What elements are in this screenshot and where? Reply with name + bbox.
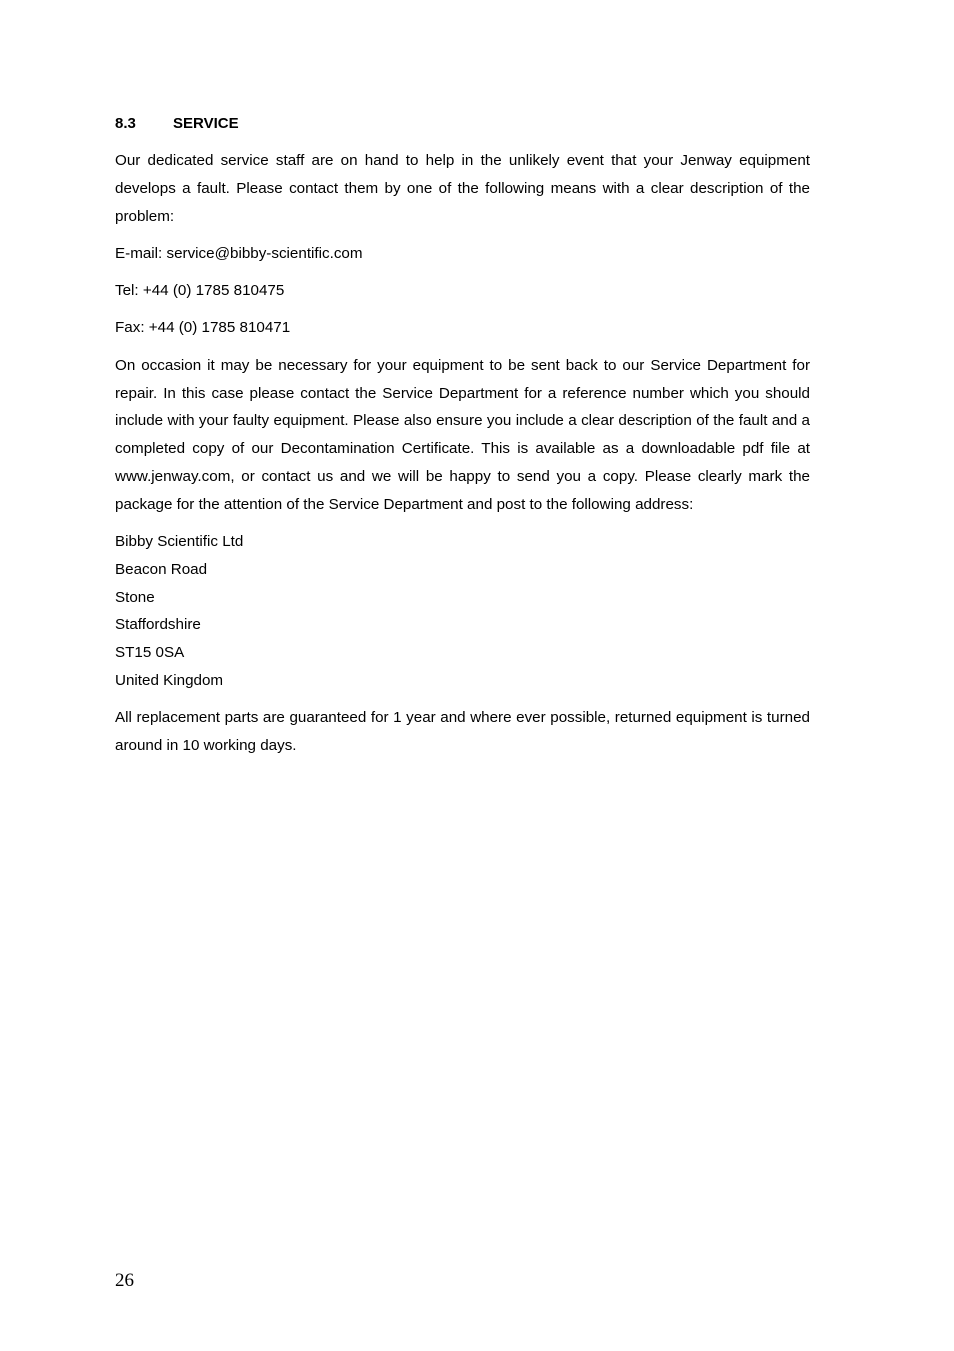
address-line-county: Staffordshire bbox=[115, 616, 201, 634]
intro-paragraph: Our dedicated service staff are on hand to help in the unlikely event that your Jenway equipment develops a fault. Please contact them by one of the following means with a clear description of the problem: bbox=[115, 152, 810, 225]
address-line-company: Bibby Scientific Ltd bbox=[115, 533, 244, 551]
postal-address bbox=[115, 528, 810, 695]
repair-paragraph: On occasion it may be necessary for your equipment to be sent back to our Service Department for repair. In this case please contact the Service Department for a reference number which you should include with your faulty equipment. Please also ensure you include a clear description of the fault and a completed copy of our Decontamination Certificate. This is available as a downloadable pdf file at www.jenway.com, or contact us and we will be happy to send you a copy. Please clearly mark the package for the attention of the Service Department and post to the following address: bbox=[115, 356, 810, 513]
section-title: SERVICE bbox=[173, 115, 239, 132]
section-number: 8.3 bbox=[115, 115, 136, 132]
page-number: 26 bbox=[115, 1270, 134, 1291]
email-line: E-mail: service@bibby-scientific.com bbox=[115, 244, 363, 262]
address-line-town: Stone bbox=[115, 588, 155, 606]
section-heading bbox=[115, 110, 810, 138]
address-line-country: United Kingdom bbox=[115, 672, 224, 690]
closing-paragraph: All replacement parts are guaranteed for 1 year and where ever possible, returned equipment is turned around in 10 working days. bbox=[115, 709, 810, 755]
address-line-road: Beacon Road bbox=[115, 560, 208, 578]
address-line-postcode: ST15 0SA bbox=[115, 644, 185, 662]
page-content bbox=[115, 110, 810, 769]
telephone-line: Tel: +44 (0) 1785 810475 bbox=[115, 282, 285, 300]
fax-line: Fax: +44 (0) 1785 810471 bbox=[115, 319, 291, 337]
